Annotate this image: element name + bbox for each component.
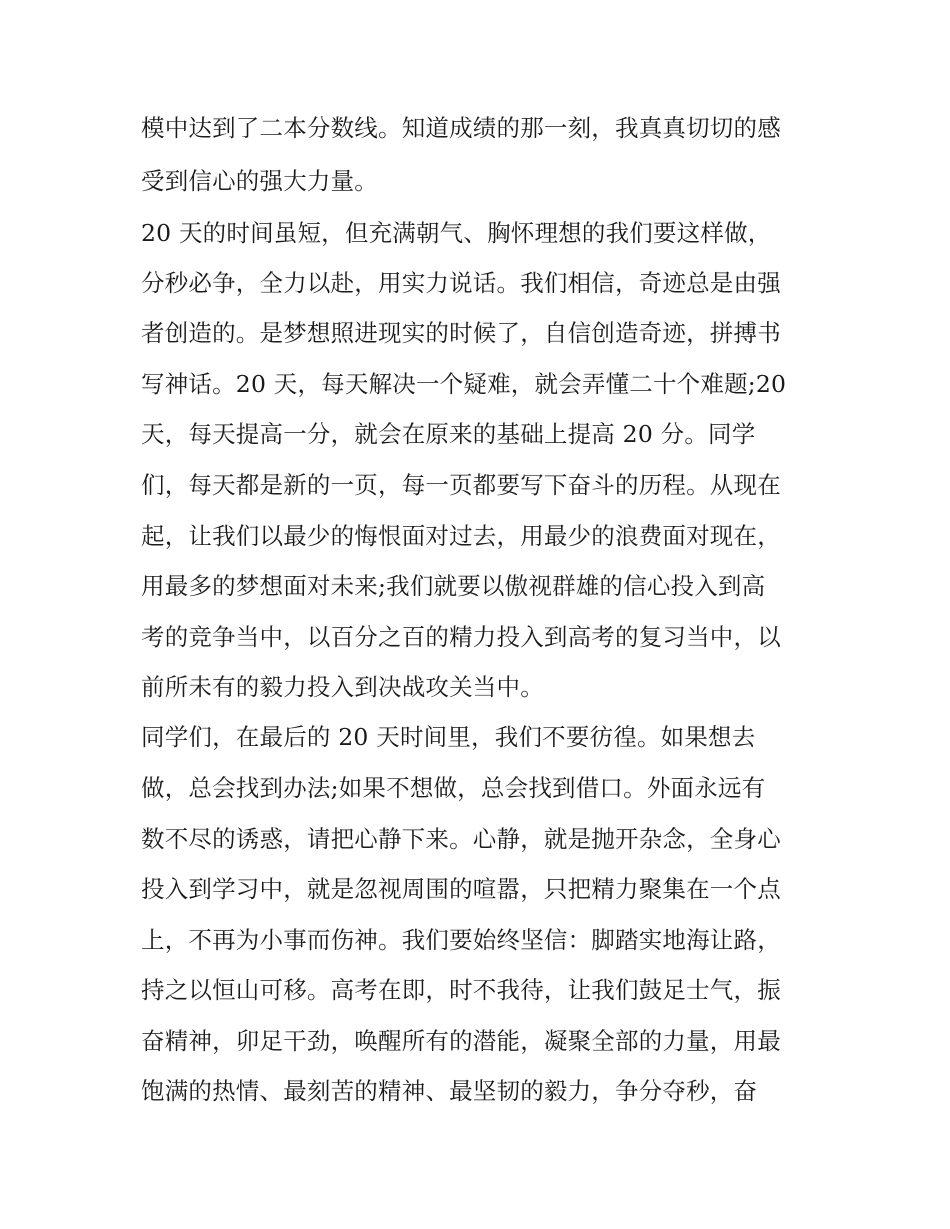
text-line: 模中达到了二本分数线。知道成绩的那一刻，我真真切切的感 bbox=[141, 114, 781, 142]
text-line: 上，不再为小事而伤神。我们要始终坚信：脚踏实地海让路， bbox=[141, 926, 781, 954]
text-line: 天，每天提高一分，就会在原来的基础上提高 20 分。同学 bbox=[141, 420, 756, 448]
text-line: 起，让我们以最少的悔恨面对过去，用最少的浪费面对现在， bbox=[141, 522, 781, 550]
text-line: 用最多的梦想面对未来;我们就要以傲视群雄的信心投入到高 bbox=[141, 572, 766, 600]
text-line: 饱满的热情、最刻苦的精神、最坚韧的毅力，争分夺秒，奋 bbox=[141, 1077, 758, 1105]
text-line: 者创造的。是梦想照进现实的时候了，自信创造奇迹，拼搏书 bbox=[141, 319, 781, 347]
text-line: 考的竞争当中，以百分之百的精力投入到高考的复习当中，以 bbox=[141, 623, 781, 651]
text-line: 受到信心的强大力量。 bbox=[141, 167, 378, 195]
text-line: 们，每天都是新的一页，每一页都要写下奋斗的历程。从现在 bbox=[141, 471, 781, 499]
text-line: 20 天的时间虽短，但充满朝气、胸怀理想的我们要这样做， bbox=[141, 219, 772, 247]
text-line: 前所未有的毅力投入到决战攻关当中。 bbox=[141, 673, 544, 701]
text-line: 同学们，在最后的 20 天时间里，我们不要彷徨。如果想去 bbox=[141, 723, 756, 751]
text-line: 写神话。20 天，每天解决一个疑难，就会弄懂二十个难题;20 bbox=[141, 370, 787, 398]
text-line: 做，总会找到办法;如果不想做，总会找到借口。外面永远有 bbox=[141, 774, 766, 802]
text-line: 分秒必争，全力以赴，用实力说话。我们相信，奇迹总是由强 bbox=[141, 269, 781, 297]
text-line: 投入到学习中，就是忽视周围的喧嚣，只把精力聚集在一个点 bbox=[141, 875, 781, 903]
text-line: 数不尽的诱惑，请把心静下来。心静，就是抛开杂念，全身心 bbox=[141, 825, 781, 853]
text-line: 持之以恒山可移。高考在即，时不我待，让我们鼓足士气，振 bbox=[141, 976, 781, 1004]
text-line: 奋精神，卯足干劲，唤醒所有的潜能，凝聚全部的力量，用最 bbox=[141, 1027, 781, 1055]
